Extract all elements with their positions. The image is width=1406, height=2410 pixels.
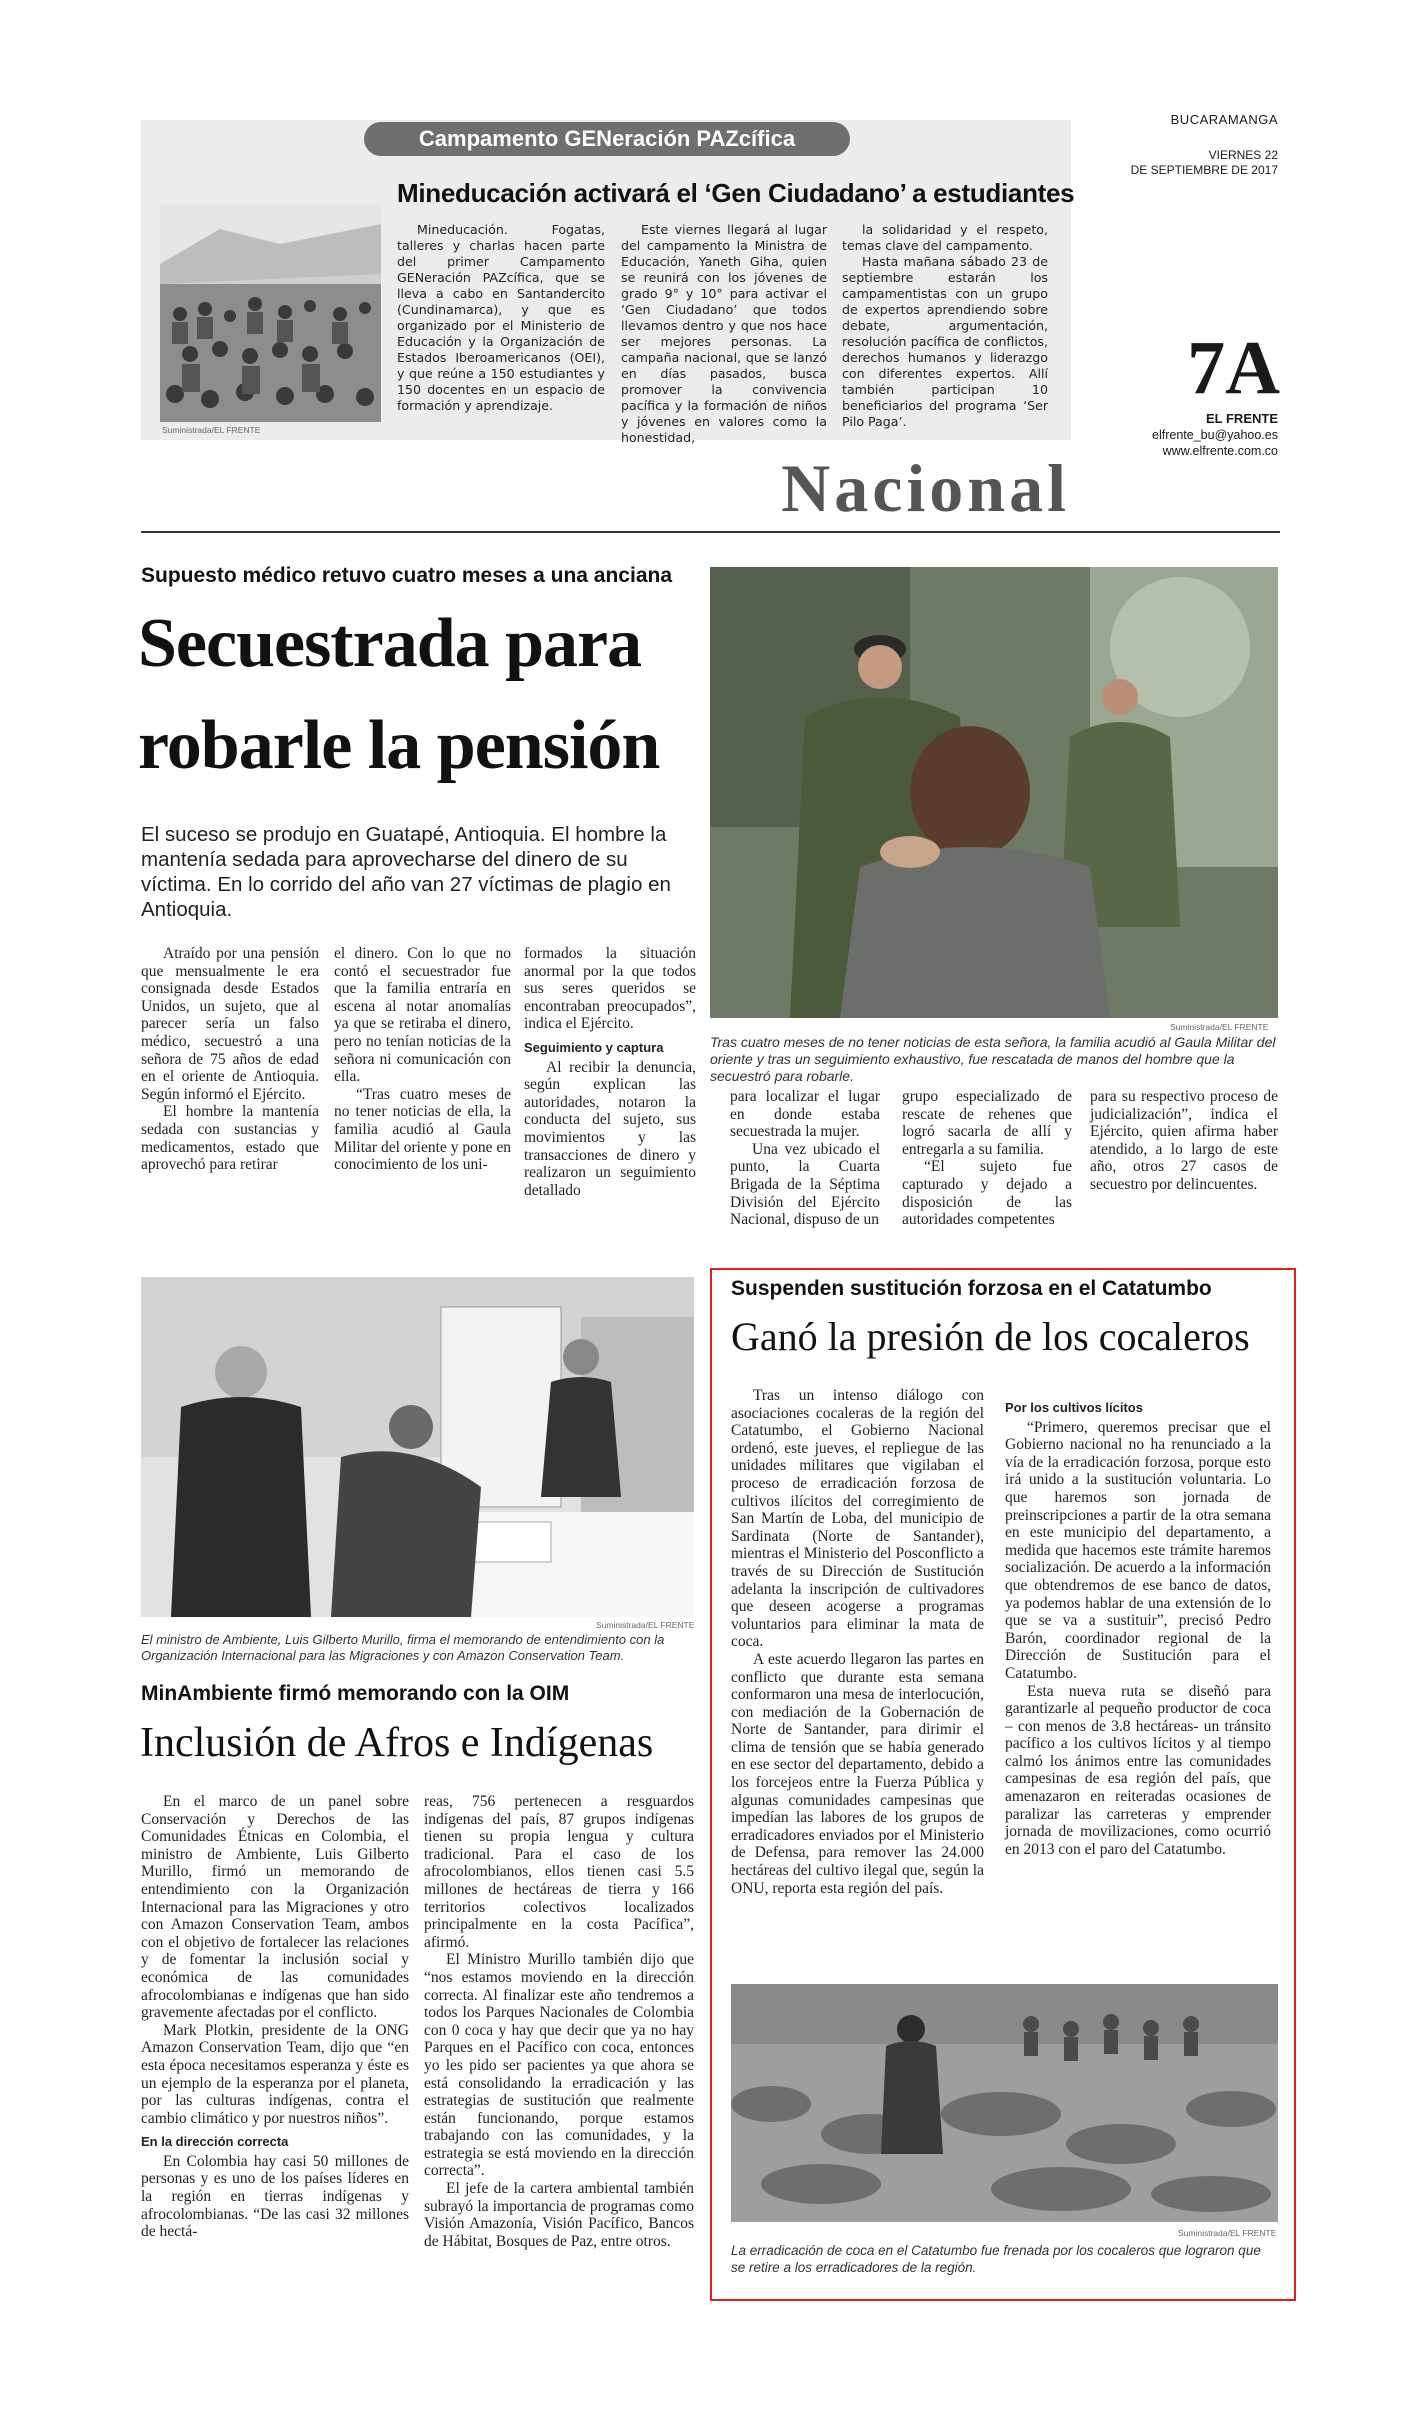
education-photo bbox=[160, 204, 381, 422]
story1-col-1: Atraído por una pensión que mensualmente le era consignada desde Estados Unidos, un sujeto, que al parecer sería un falso médico, secuestró a una señora de 75 años de edad en el oriente de Antioquia. Según informó el Ejército. El hombre la mantenía sedada con sustancias y medicamentos, estado que aprovechó para retirar bbox=[141, 945, 319, 1174]
story1-col-4: para localizar el lugar en donde estaba secuestrada la mujer. Una vez ubicado el punto, la Cuarta Brigada de la Séptima División del Ejército Nacional, dispuso de un bbox=[730, 1088, 880, 1229]
story2-photo-credit: Suministrada/EL FRENTE bbox=[596, 1620, 695, 1630]
story1-col-2: el dinero. Con lo que no contó el secuestrador fue que la familia entraría en escena al notar anomalías ya que se retiraba el dinero, pero no tenían noticias de la señora ni comunicación con ella. “Tras cuatro meses de no tener noticias de ella, la familia acudió al Gaula Militar del oriente y pone en conocimiento de los uni- bbox=[334, 945, 511, 1174]
education-kicker: Campamento GENeración PAZcífica bbox=[364, 122, 850, 156]
masthead-paper: EL FRENTE bbox=[1206, 411, 1278, 426]
page-number: 7A bbox=[1187, 326, 1280, 410]
story1-photo-credit: Suministrada/EL FRENTE bbox=[1170, 1022, 1269, 1032]
story1-col-6: para su respectivo proceso de judicialización”, indica el Ejército, quien afirma haber atendido, a lo largo de este año, otros 27 casos de secuestro por delincuentes. bbox=[1090, 1088, 1278, 1193]
section-title: Nacional bbox=[781, 450, 1070, 526]
story3-col-2: Por los cultivos lícitos “Primero, queremos precisar que el Gobierno nacional no ha renunciado a la vía de la erradicación forzosa, porque esto irá unido a la sustitución voluntaria. Lo que haremos son jornada de preinscripciones a partir de la otra semana en este municipio del departamento, a medida que hacemos este trámite haremos socialización. De acuerdo a la información que obtendremos de ese banco de datos, ya podemos hablar de una extensión de lo que se va a sustituir”, precisó Pedro Barón, coordinador regional de la Dirección de Sustitución para el Catatumbo. Esta nueva ruta se diseñó para garantizarle al pequeño productor de coca – con menos de 3.8 hectáreas- un tránsito pacífico a los cultivos lícitos y al tiempo calmó los ánimos entre las comunidades campesinas de esa región del país, que amenazaron en reiteradas ocasiones de paralizar las carreteras y emprender jornada de movilizaciones, como ocurrió en 2013 con el paro del Catatumbo. bbox=[1005, 1400, 1271, 1858]
education-col-1: Mineducación. Fogatas, talleres y charlas hacen parte del primer Campamento GENeración PAZcífica, que se lleva a cabo en Santandercito (Cundinamarca), y que es organizado por el Ministerio de Educación y la Organización de Estados Iberoamericanos (OEI), y que reúne a 150 estudiantes y 150 docentes en un espacio de formación y aprendizaje. bbox=[397, 222, 605, 413]
education-photo-credit: Suministrada/EL FRENTE bbox=[162, 425, 261, 435]
story3-caption: La erradicación de coca en el Catatumbo fue frenada por los cocaleros que lograron que se retire a los erradicadores de la región. bbox=[731, 2243, 1261, 2275]
story3-photo-credit: Suministrada/EL FRENTE bbox=[1178, 2228, 1277, 2238]
education-col-2: Este viernes llegará al lugar del campamento la Ministra de Educación, Yaneth Giha, quien se reunirá con los jóvenes de grado 9° y 10° para activar el ‘Gen Ciudadano’ que todos llevamos dentro y que nos hace ser mejores personas. La campaña nacional, que se lanzó en días pasados, busca promover la convivencia pacífica y la formación de niños y jóvenes en valores como la honestidad, bbox=[621, 222, 827, 445]
story2-col-1: En el marco de un panel sobre Conservación y Derechos de las Comunidades Étnicas en Colombia, el ministro de Ambiente, Luis Gilberto Murillo, firmó un memorando de entendimiento con la Organización Internacional para las Migraciones y otro con Amazon Conservation Team, ambos con el objetivo de fortalecer las relaciones y de fomentar la inclusión social y económica de las comunidades afrocolombianas e indígenas que han sido gravemente afectadas por el conflicto. Mark Plotkin, presidente de la ONG Amazon Conservation Team, dijo que “en esta época necesitamos esperanza y éste es un ejemplo de la esperanza por el planeta, por las culturas indígenas, contra el cambio climático y por nuestros niños”. En la dirección correcta En Colombia hay casi 50 millones de personas y es uno de los países líderes en la región en tierras indígenas y afrocolombianas. “De las casi 32 millones de hectá- bbox=[141, 1793, 409, 2241]
story2-headline: Inclusión de Afros e Indígenas bbox=[140, 1720, 654, 1766]
masthead-date: DE SEPTIEMBRE DE 2017 bbox=[1130, 163, 1278, 177]
story3-headline: Ganó la presión de los cocaleros bbox=[731, 1314, 1250, 1359]
education-headline: Mineducación activará el ‘Gen Ciudadano’ a estudiantes bbox=[397, 178, 1075, 208]
story1-col-5: grupo especializado de rescate de rehenes que logró sacarla de allí y entregarla a su familia. “El sujeto fue capturado y dejado a disposición de las autoridades competentes bbox=[902, 1088, 1072, 1229]
story3-kicker: Suspenden sustitución forzosa en el Catatumbo bbox=[731, 1277, 1212, 1300]
education-col-3: la solidaridad y el respeto, temas clave del campamento. Hasta mañana sábado 23 de septiembre estarán los campamentistas con un grupo de expertos aprendiendo sobre debate, argumentación, resolución pacífica de conflictos, derechos humanos y liderazgo con diferentes expertos. Allí también participan 10 beneficiarios del programa ‘Ser Pilo Paga’. bbox=[842, 222, 1048, 429]
story1-headline-2: robarle la pensión bbox=[138, 707, 660, 784]
story3-col-1: Tras un intenso diálogo con asociaciones cocaleras de la región del Catatumbo, el Gobierno Nacional ordenó, este jueves, el repliegue de las unidades militares que vigilaban el proceso de erradicación forzosa de cultivos ilícitos del corregimiento de San Martín de Loba, del municipio de Sardinata (Norte de Santander), mientras el Ministerio del Posconflicto a través de su Dirección de Sustitución adelanta la inscripción de cultivadores que deseen acogerse a programas voluntarios para eliminar la mata de coca. A este acuerdo llegaron las partes en conflicto que durante esta semana conformaron una mesa de interlocución, con mediación de la Gobernación de Norte de Santander, para dirimir el clima de tensión que se había generado en ese sector del departamento, debido a los forcejeos entre la Fuerza Pública y algunas comunidades campesinas que impedían las labores de los grupos de erradicadores enviados por el Ministerio de Defensa, para remover las 24.000 hectáreas del cultivo ilegal que, según la ONU, reporta esta región del país. bbox=[731, 1387, 984, 1897]
masthead-city: BUCARAMANGA bbox=[1170, 112, 1278, 127]
story1-kicker: Supuesto médico retuvo cuatro meses a una anciana bbox=[141, 564, 672, 587]
masthead-day: VIERNES 22 bbox=[1208, 148, 1278, 162]
section-rule bbox=[141, 531, 1280, 533]
story2-col-2: reas, 756 pertenecen a resguardos indígenas del país, 87 grupos indígenas tienen su propia lengua y cultura tradicional. Para el caso de los afrocolombianos, ellos tienen casi 5.5 millones de hectáreas de tierra y 166 territorios colectivos localizados principalmente en la costa Pacífica”, afirmó. El Ministro Murillo también dijo que “nos estamos moviendo en la dirección correcta. Al finalizar este año tendremos a todos los Parques Nacionales de Colombia con 0 coca y hay que decir que ya no hay Parques en el Pacífico con coca, entonces yo les pido ser pacientes ya que ahora se está consolidando la erradicación y las estrategias de sustitución que realmente están funcionando, porque estamos trabajando con las comunidades, y la estrategia se está moviendo en la dirección correcta”. El jefe de la cartera ambiental también subrayó la importancia de programas como Visión Amazonía, Visión Pacífico, Bancos de Hábitat, Bosques de Paz, entre otros. bbox=[424, 1793, 694, 2250]
masthead-email[interactable]: elfrente_bu@yahoo.es bbox=[1152, 428, 1278, 442]
story2-caption: El ministro de Ambiente, Luis Gilberto Murillo, firma el memorando de entendimiento con la Organización Internacional para las Migraciones y con Amazon Conservation Team. bbox=[141, 1632, 665, 1663]
story1-col-3: formados la situación anormal por la que todos sus seres queridos se encontraban preocupados”, indica el Ejército. Seguimiento y captura Al recibir la denuncia, según explican las autoridades, notaron la conducta del sujeto, sus movimientos y las transacciones de dinero y realizaron un seguimiento detallado bbox=[524, 945, 696, 1199]
masthead-web[interactable]: www.elfrente.com.co bbox=[1162, 444, 1278, 458]
story1-deck: El suceso se produjo en Guatapé, Antioquia. El hombre la mantenía sedada para aprovecharse del dinero de su víctima. En lo corrido del año van 27 víctimas de plagio en Antioquia. bbox=[141, 823, 671, 921]
story1-headline-1: Secuestrada para bbox=[138, 605, 642, 682]
story3-photo bbox=[731, 1984, 1278, 2222]
story2-photo bbox=[141, 1277, 694, 1617]
story1-photo bbox=[710, 567, 1278, 1018]
story2-kicker: MinAmbiente firmó memorando con la OIM bbox=[141, 1682, 570, 1705]
story1-caption: Tras cuatro meses de no tener noticias de esta señora, la familia acudió al Gaula Militar del oriente y tras un seguimiento exhaustivo, fue rescatada de manos del hombre que la secuestró para robarle. bbox=[710, 1034, 1276, 1084]
